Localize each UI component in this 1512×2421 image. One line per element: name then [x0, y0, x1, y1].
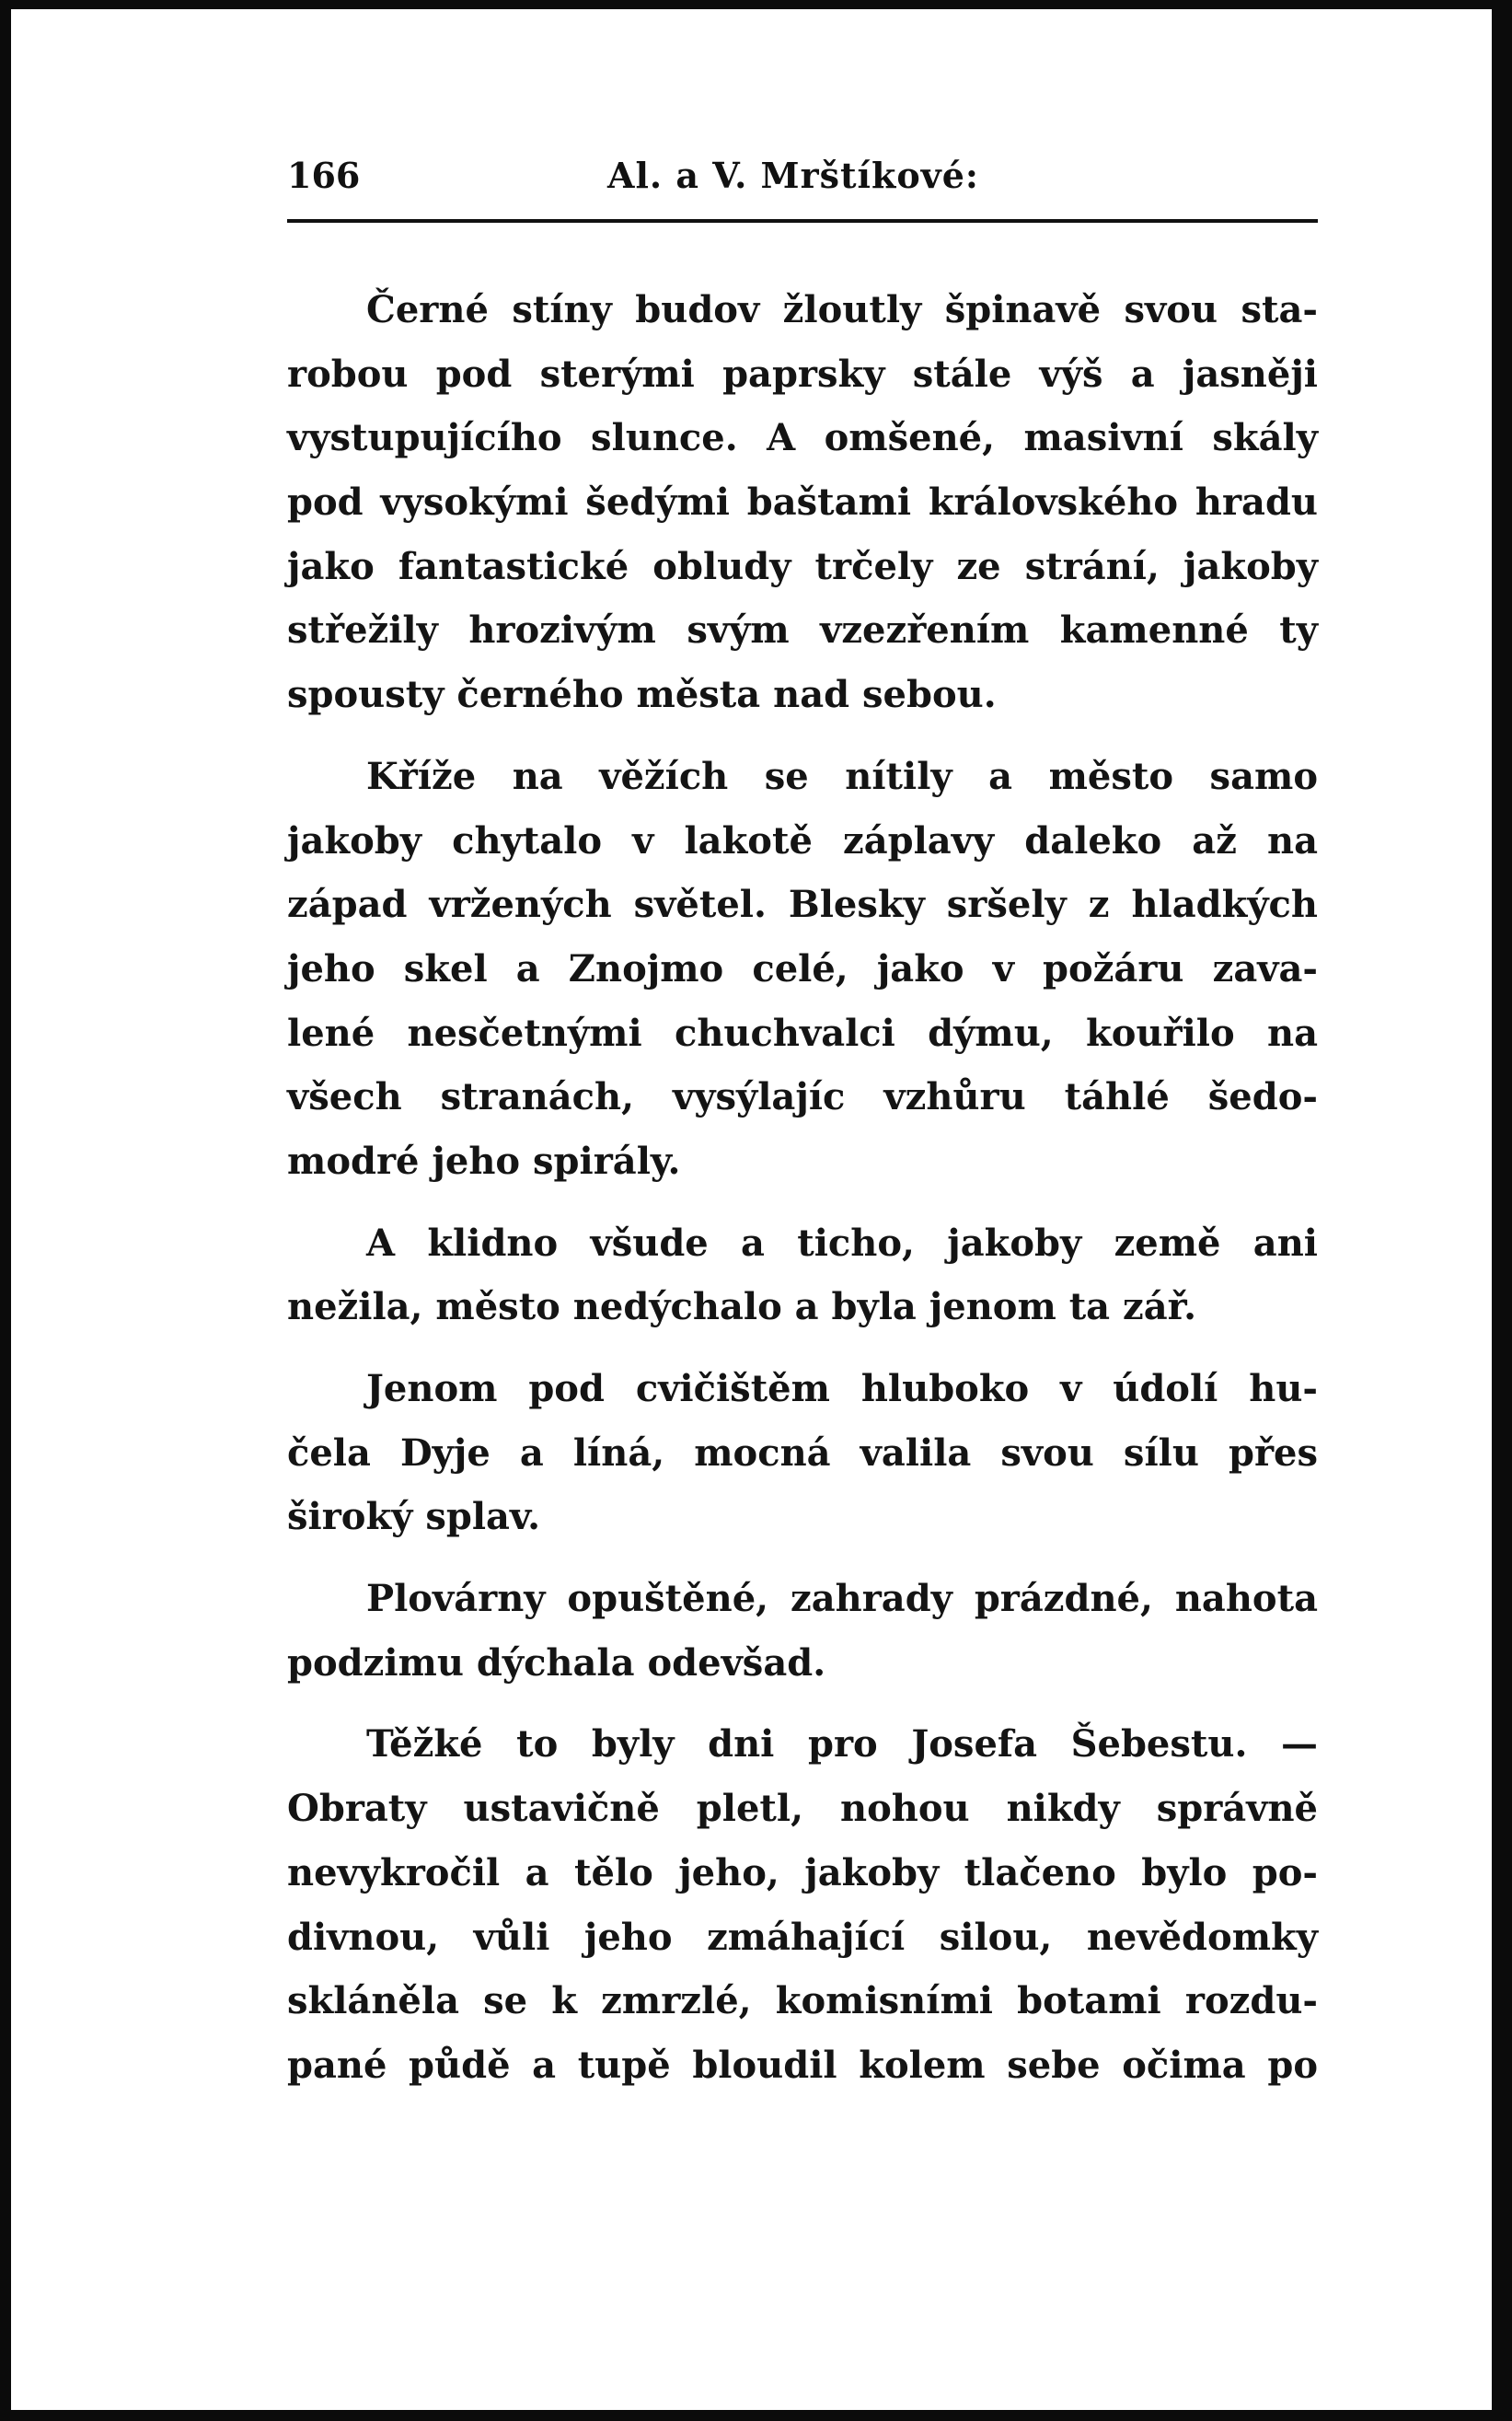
scan-border-left: [0, 0, 11, 2421]
text-line: jakoby chytalo v lakotě záplavy daleko až na: [287, 818, 1318, 863]
paragraph: [287, 1567, 1318, 1695]
paragraph: [287, 745, 1318, 1194]
scan-border-bottom: [0, 2410, 1512, 2421]
text-line: všech stranách, vysýlajíc vzhůru táhlé šedo-: [287, 1075, 1318, 1119]
text-line: pané půdě a tupě bloudil kolem sebe očima po: [287, 2043, 1318, 2087]
text-line: široký splav.: [287, 1495, 541, 1539]
body-text: [287, 278, 1318, 2115]
text-line: Plovárny opuštěné, zahrady prázdné, nahota: [366, 1577, 1318, 1621]
text-line: střežily hrozivým svým vzezřením kamenné ty: [287, 608, 1318, 653]
running-title: Al. a V. Mrštíkové:: [607, 155, 979, 196]
text-line: jako fantastické obludy trčely ze strání, jakoby: [287, 544, 1318, 588]
text-line: skláněla se k zmrzlé, komisními botami rozdu-: [287, 1979, 1318, 2023]
scan-border-top: [0, 0, 1512, 9]
paragraph: [287, 1211, 1318, 1339]
text-line: podzimu dýchala odevšad.: [287, 1640, 826, 1685]
text-line: čela Dyje a líná, mocná valila svou sílu přes: [287, 1431, 1318, 1475]
text-line: A klidno všude a ticho, jakoby země ani: [366, 1221, 1318, 1265]
text-line: modré jeho spirály.: [287, 1139, 681, 1183]
page-header: [287, 155, 1318, 206]
text-line: spousty černého města nad sebou.: [287, 673, 997, 717]
text-line: vystupujícího slunce. A omšené, masivní skály: [287, 416, 1318, 460]
paragraph: [287, 278, 1318, 727]
paragraph: [287, 1357, 1318, 1549]
text-line: robou pod sterými paprsky stále výš a jasněji: [287, 352, 1318, 396]
header-rule: [287, 219, 1318, 223]
text-line: nežila, město nedýchalo a byla jenom ta zář.: [287, 1285, 1196, 1329]
scan-border-right: [1492, 0, 1512, 2421]
text-line: Kříže na věžích se nítily a město samo: [366, 754, 1318, 798]
page-number: 166: [287, 155, 361, 196]
text-line: Jenom pod cvičištěm hluboko v údolí hu-: [366, 1367, 1318, 1410]
text-line: Černé stíny budov žloutly špinavě svou sta-: [366, 288, 1318, 331]
paragraph: [287, 1712, 1318, 2097]
text-line: jeho skel a Znojmo celé, jako v požáru zava-: [287, 946, 1318, 990]
text-line: západ vržených světel. Blesky sršely z hladkých: [287, 883, 1318, 927]
text-line: pod vysokými šedými baštami královského hradu: [287, 481, 1318, 525]
text-line: divnou, vůli jeho zmáhající silou, nevědomky: [287, 1915, 1318, 1959]
text-line: Obraty ustavičně pletl, nohou nikdy správně: [287, 1787, 1318, 1831]
text-line: nevykročil a tělo jeho, jakoby tlačeno bylo po-: [287, 1850, 1318, 1894]
text-line: lené nesčetnými chuchvalci dýmu, kouřilo na: [287, 1011, 1318, 1055]
text-line: Těžké to byly dni pro Josefa Šebestu. —: [366, 1722, 1318, 1767]
